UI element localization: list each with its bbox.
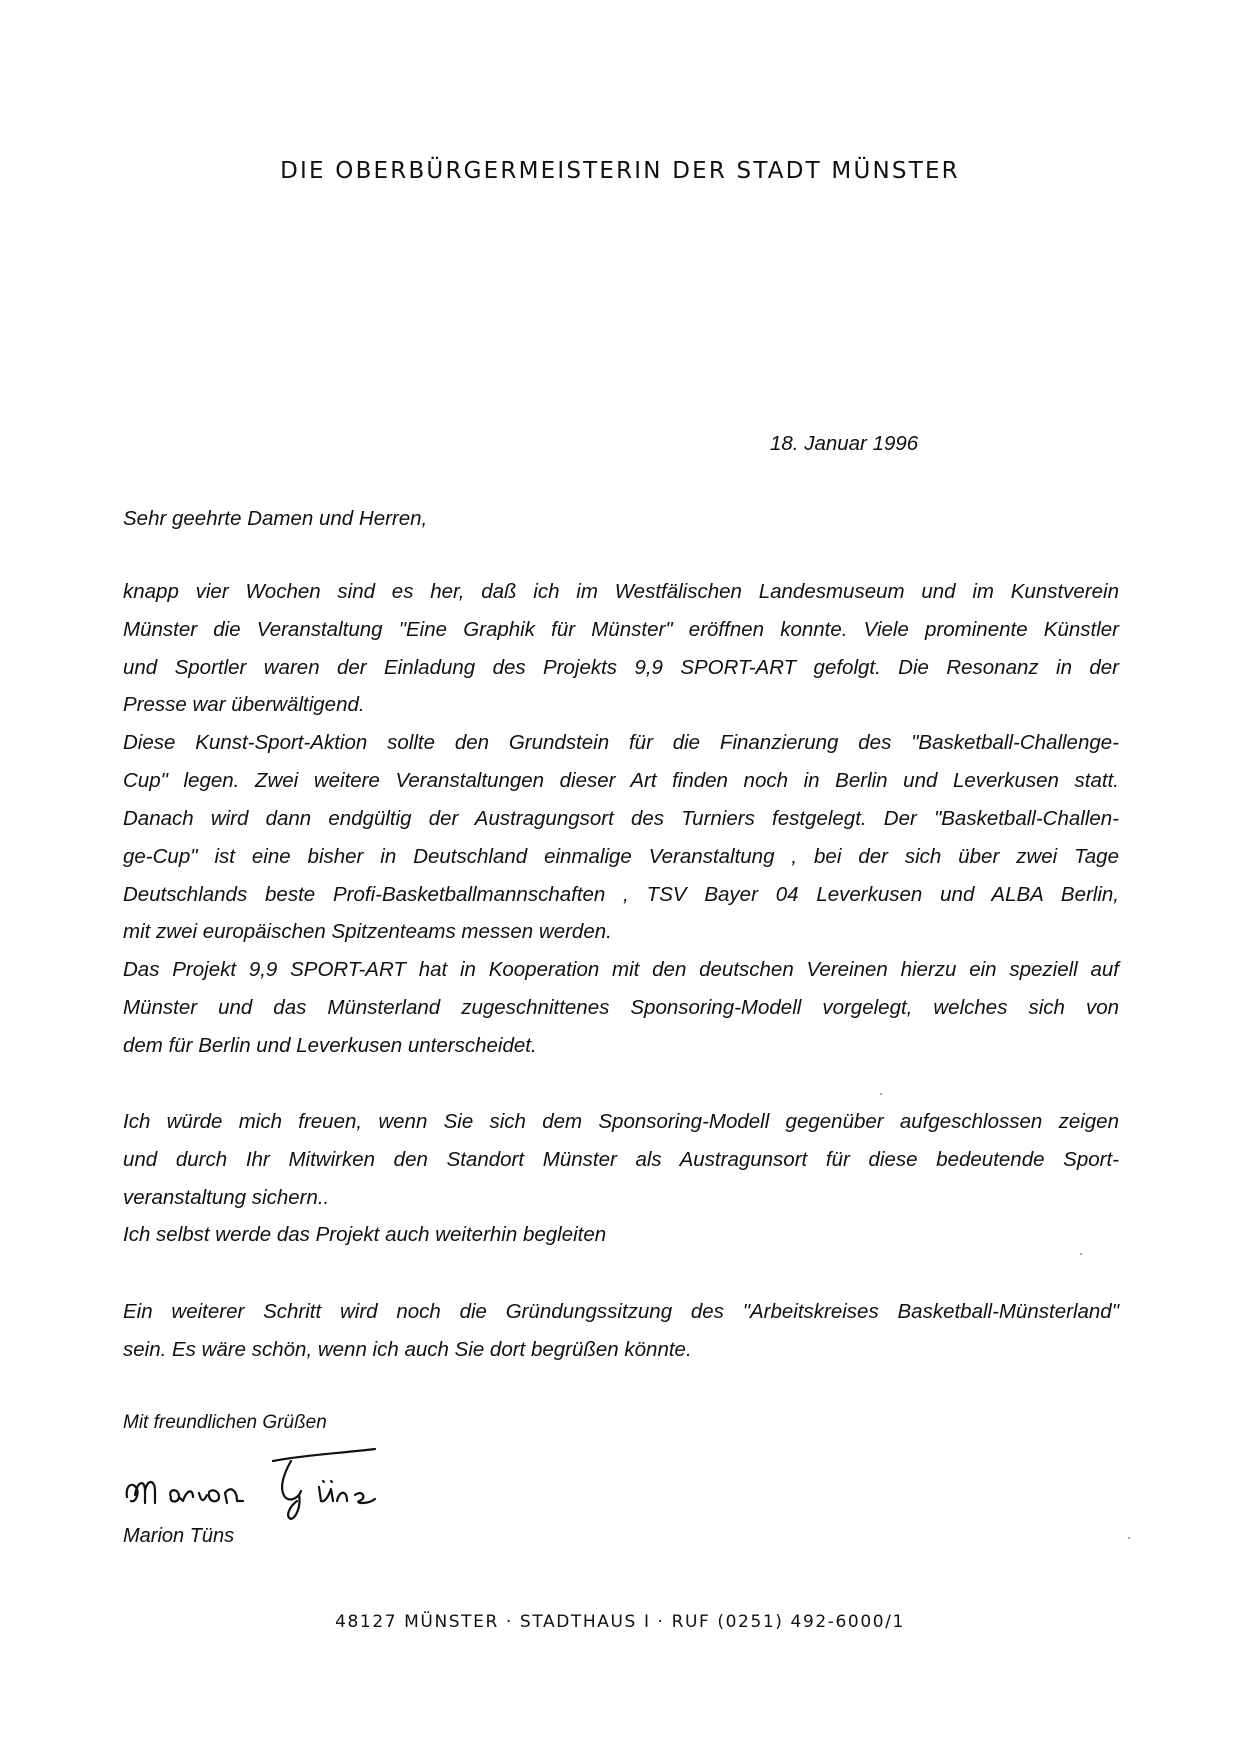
body-line: dem für Berlin und Leverkusen unterscheidet.: [123, 1034, 537, 1057]
body-line: und Sportler waren der Einladung des Projekts 9,9 SPORT-ART gefolgt. Die Resonanz in der: [123, 656, 1119, 679]
body-line: ge-Cup" ist eine bisher in Deutschland einmalige Veranstaltung , bei der sich über zwei Tage: [123, 845, 1119, 868]
signature-icon: [123, 1445, 453, 1525]
letterhead-title: DIE OBERBÜRGERMEISTERIN DER STADT MÜNSTER: [280, 158, 960, 184]
scan-speck: [1128, 1537, 1130, 1539]
body-line: Das Projekt 9,9 SPORT-ART hat in Kooperation mit den deutschen Vereinen hierzu ein speziell auf: [123, 958, 1119, 981]
signer-name: Marion Tüns: [123, 1525, 235, 1547]
body-line: Danach wird dann endgültig der Austragungsort des Turniers festgelegt. Der "Basketball-Challen-: [123, 807, 1119, 830]
body-line: und durch Ihr Mitwirken den Standort Münster als Austragunsort für diese bedeutende Sport-: [123, 1148, 1119, 1171]
scan-speck: [1080, 1253, 1082, 1255]
letter-footer-address: 48127 MÜNSTER · STADTHAUS I · RUF (0251) 492-6000/1: [335, 1612, 905, 1632]
body-line: Deutschlands beste Profi-Basketballmannschaften , TSV Bayer 04 Leverkusen und ALBA Berlin,: [123, 883, 1119, 906]
salutation: Sehr geehrte Damen und Herren,: [123, 507, 428, 530]
letter-date: 18. Januar 1996: [770, 432, 919, 455]
body-line: mit zwei europäischen Spitzenteams messen werden.: [123, 920, 612, 943]
body-line: Presse war überwältigend.: [123, 693, 365, 716]
closing-phrase: Mit freundlichen Grüßen: [123, 1412, 327, 1433]
body-line: Münster und das Münsterland zugeschnittenes Sponsoring-Modell vorgelegt, welches sich von: [123, 996, 1119, 1019]
body-line: Cup" legen. Zwei weitere Veranstaltungen dieser Art finden noch in Berlin und Leverkusen statt.: [123, 769, 1119, 792]
scan-speck: [880, 1093, 882, 1095]
body-line: Diese Kunst-Sport-Aktion sollte den Grundstein für die Finanzierung des "Basketball-Challenge-: [123, 731, 1119, 754]
body-line: Ich würde mich freuen, wenn Sie sich dem Sponsoring-Modell gegenüber aufgeschlossen zeigen: [123, 1110, 1119, 1133]
body-line: Münster die Veranstaltung "Eine Graphik für Münster" eröffnen konnte. Viele prominente Künstler: [123, 618, 1119, 641]
body-line: Ein weiterer Schritt wird noch die Gründungssitzung des "Arbeitskreises Basketball-Münsterland": [123, 1300, 1119, 1323]
body-line: veranstaltung sichern..: [123, 1186, 330, 1209]
body-line: knapp vier Wochen sind es her, daß ich im Westfälischen Landesmuseum und im Kunstverein: [123, 580, 1119, 603]
body-line: Ich selbst werde das Projekt auch weiterhin begleiten: [123, 1223, 607, 1246]
body-line: sein. Es wäre schön, wenn ich auch Sie dort begrüßen könnte.: [123, 1338, 692, 1361]
